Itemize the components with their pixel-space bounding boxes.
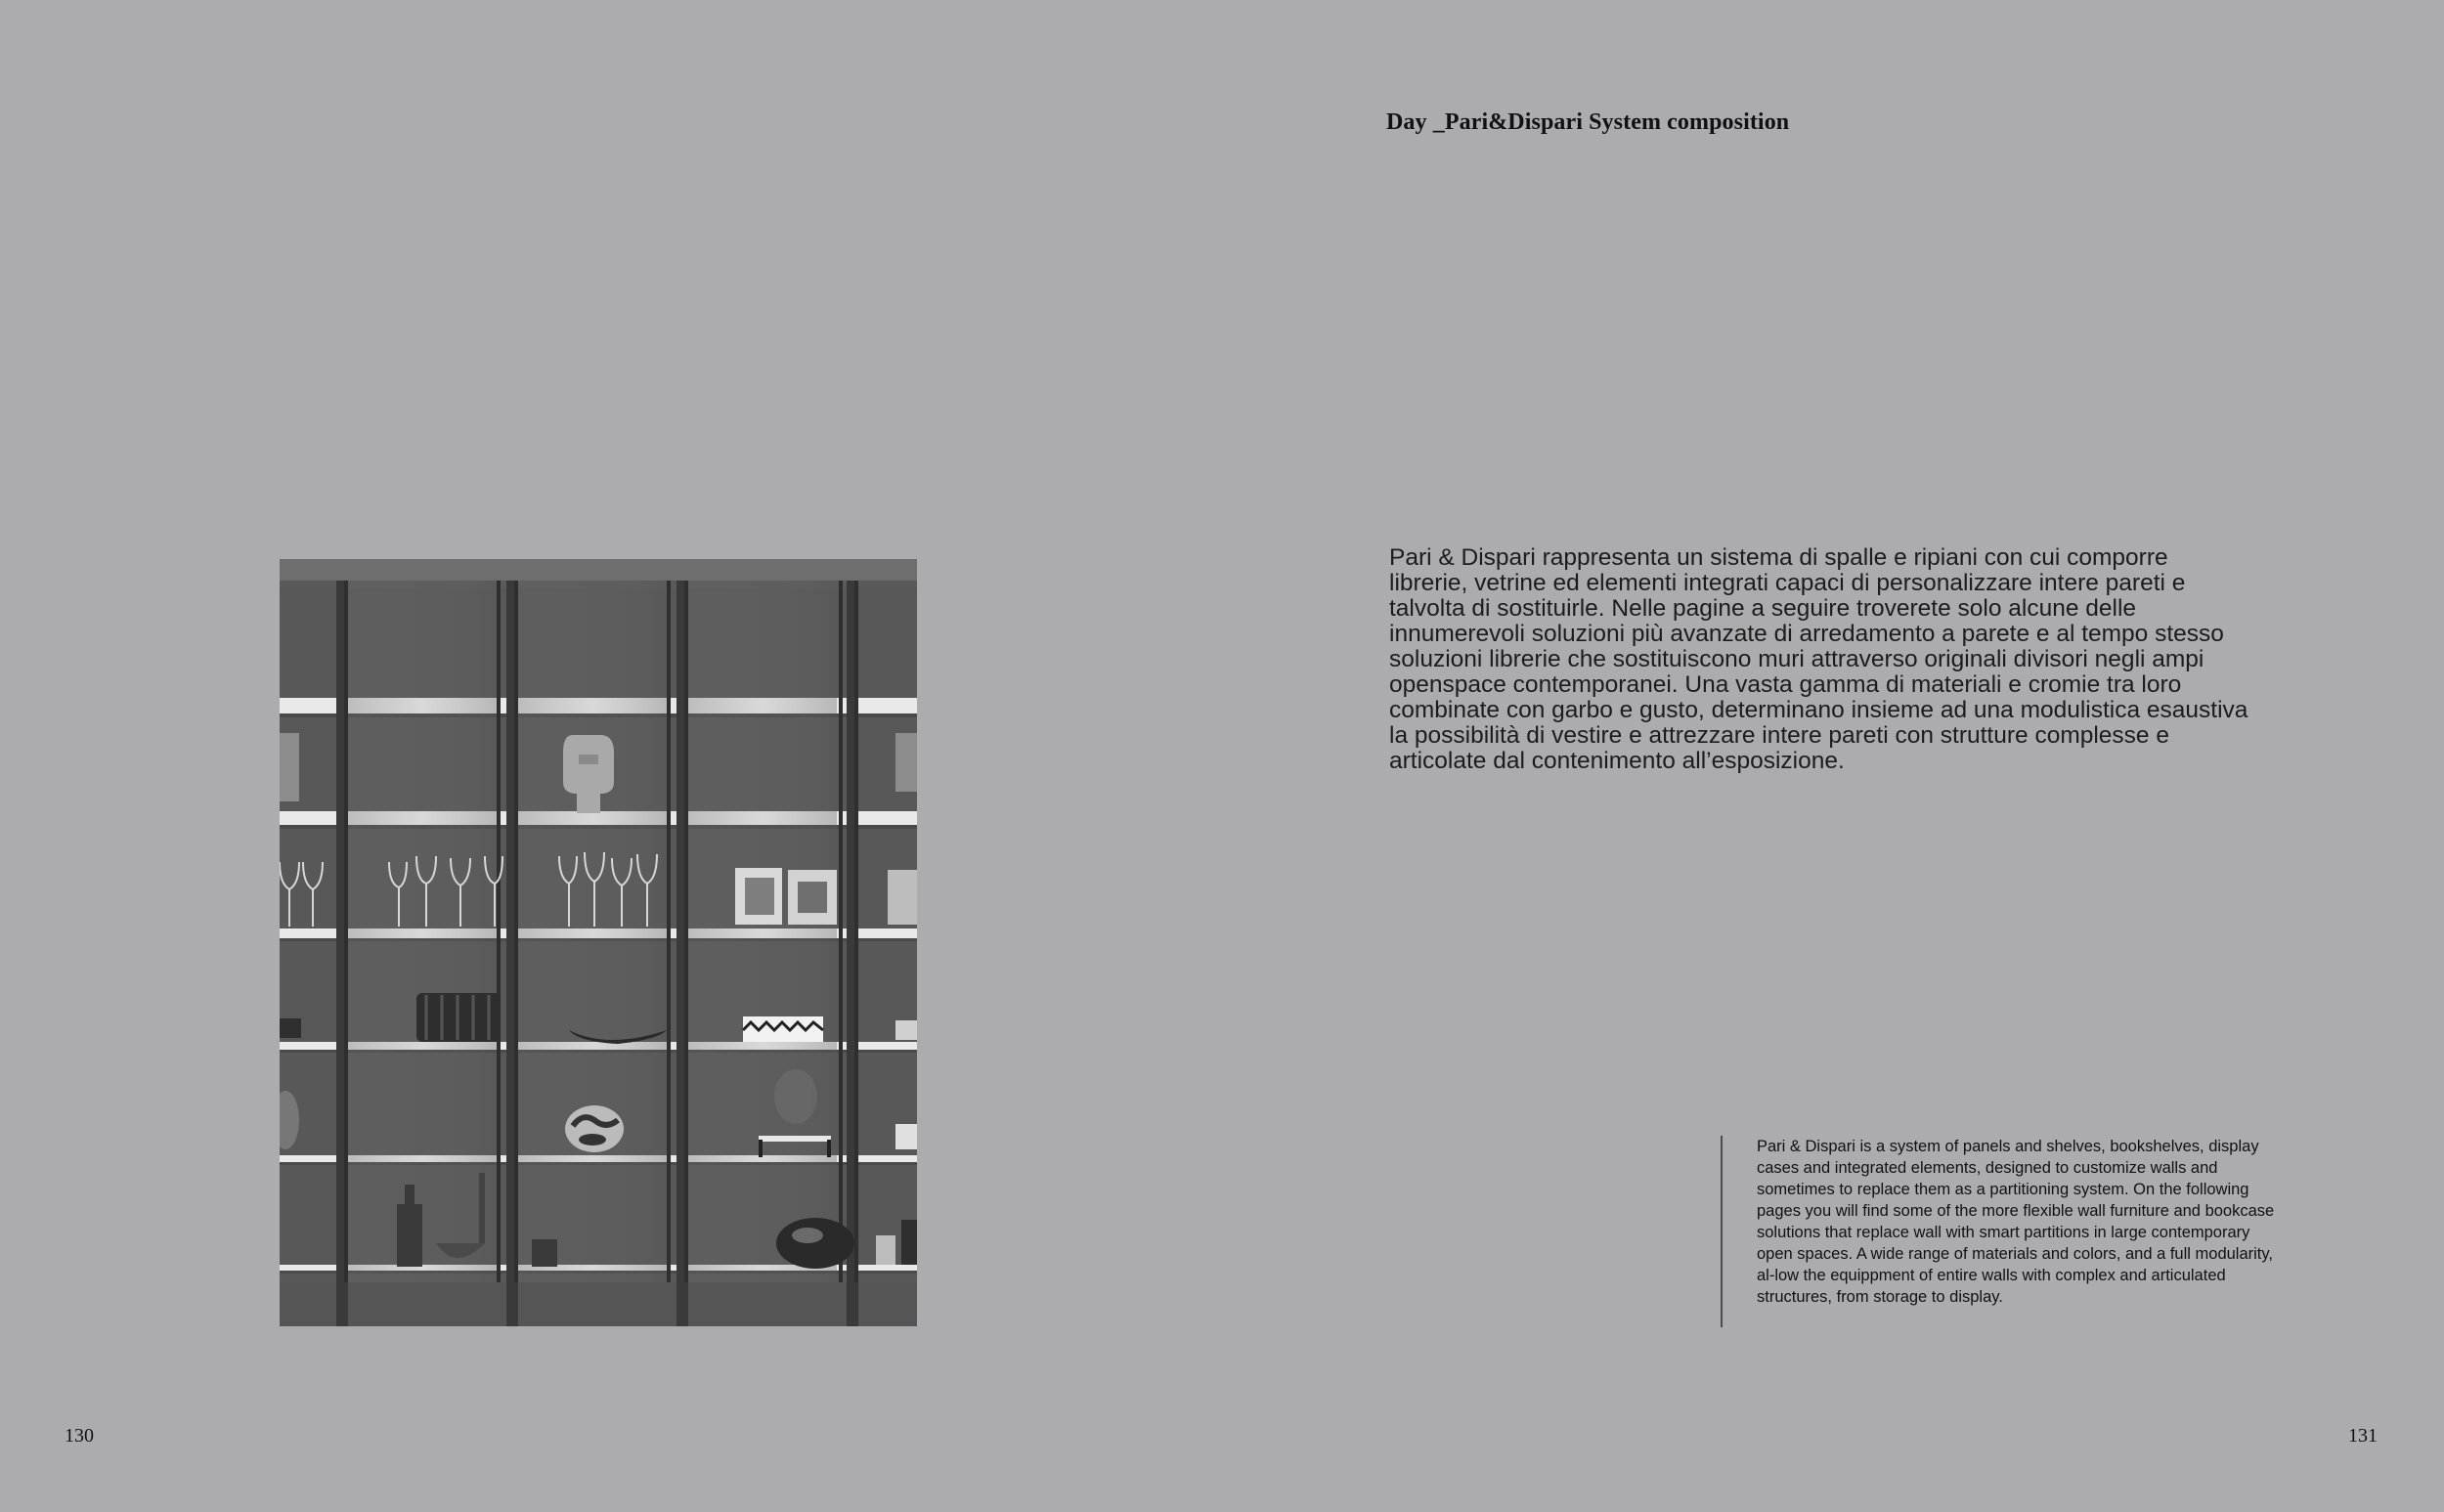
page-number-left: 130 <box>65 1425 94 1447</box>
section-title: Day _Pari&Dispari System composition <box>1386 109 1790 135</box>
intro-text-english-block <box>1721 1136 2285 1327</box>
bookcase-photo <box>280 559 917 1326</box>
intro-text-italian: Pari & Dispari rappresenta un sistema di spalle e ripiani con cui comporre librerie, vetrine ed elementi integrati capaci di personalizzare intere pareti e talvolta di sostituirle. Nelle pagine a seguire troverete solo alcune delle innumerevoli soluzioni più avanzate di arredamento a parete e al tempo stesso soluzioni librerie che sostituiscono muri attraverso originali divisori negli ampi openspace contemporanei. Una vasta gamma di materiali e cromie tra loro combinate con garbo e gusto, determinano insieme ad una modulistica esaustiva la possibilità di vestire e attrezzare intere pareti con strutture complesse e articolate dal contenimento all’esposizione. <box>1389 544 2248 774</box>
page-number-right: 131 <box>2348 1425 2378 1447</box>
bookcase-illustration <box>280 559 917 1326</box>
intro-text-english: Pari & Dispari is a system of panels and shelves, bookshelves, display cases and integrated elements, designed to customize walls and sometimes to replace them as a partitioning system. On the following pages you will find some of the more flexible wall furniture and bookcase solutions that replace wall with smart partitions in large contemporary open spaces. A wide range of materials and colors, and a full modularity, al-low the equippment of entire walls with complex and articulated structures, from storage to display. <box>1757 1138 2275 1306</box>
